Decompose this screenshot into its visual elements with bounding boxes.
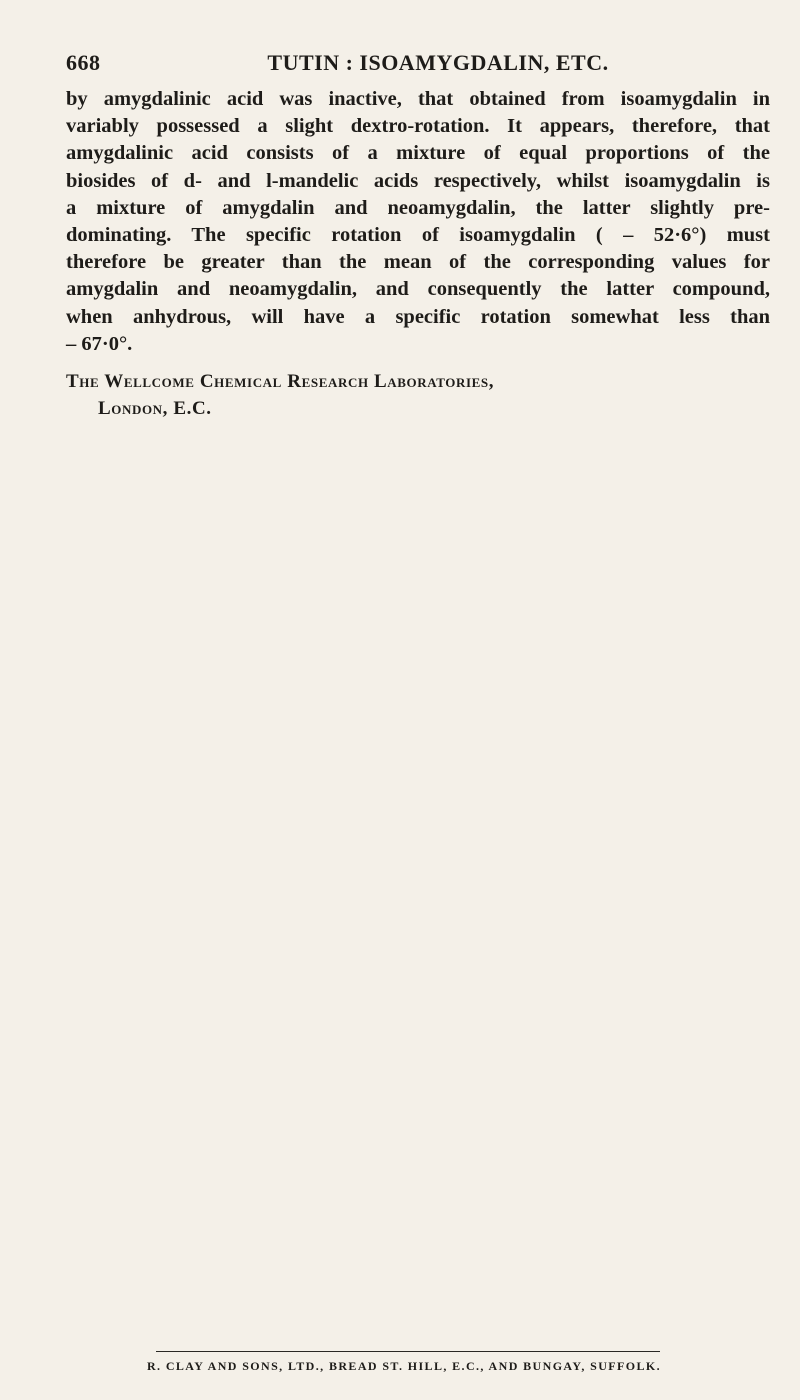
- text-line: therefore be greater than the mean of the corresponding values for: [66, 251, 770, 274]
- affiliation-institution: The Wellcome Chemical Research Laboratories,: [66, 371, 495, 392]
- footer-rule: [156, 1351, 660, 1352]
- text-line: amygdalin and neoamygdalin, and consequently the latter compound,: [66, 278, 770, 301]
- text-line: biosides of d- and l-mandelic acids respectively, whilst isoamygdalin is: [66, 169, 770, 192]
- text-line: a mixture of amygdalin and neoamygdalin, the latter slightly pre-: [66, 196, 770, 219]
- body-paragraph: [66, 86, 770, 358]
- text-line: amygdalinic acid consists of a mixture of equal proportions of the: [66, 142, 770, 165]
- text-line: – 67·0°.: [66, 332, 133, 355]
- affiliation: [66, 368, 770, 422]
- text-line: when anhydrous, will have a specific rotation somewhat less than: [66, 305, 770, 328]
- text-line: dominating. The specific rotation of isoamygdalin ( – 52·6°) must: [66, 224, 770, 247]
- running-head: [66, 50, 770, 84]
- running-title: TUTIN : ISOAMYGDALIN, ETC.: [267, 50, 609, 75]
- text-line: by amygdalinic acid was inactive, that obtained from isoamygdalin in: [66, 88, 770, 110]
- text-line: variably possessed a slight dextro-rotation. It appears, therefore, that: [66, 115, 770, 138]
- printer-imprint: R. CLAY AND SONS, LTD., BREAD ST. HILL, E.C., AND BUNGAY, SUFFOLK.: [146, 1359, 662, 1373]
- affiliation-city: London, E.C.: [98, 398, 212, 419]
- page-number: 668: [66, 50, 101, 75]
